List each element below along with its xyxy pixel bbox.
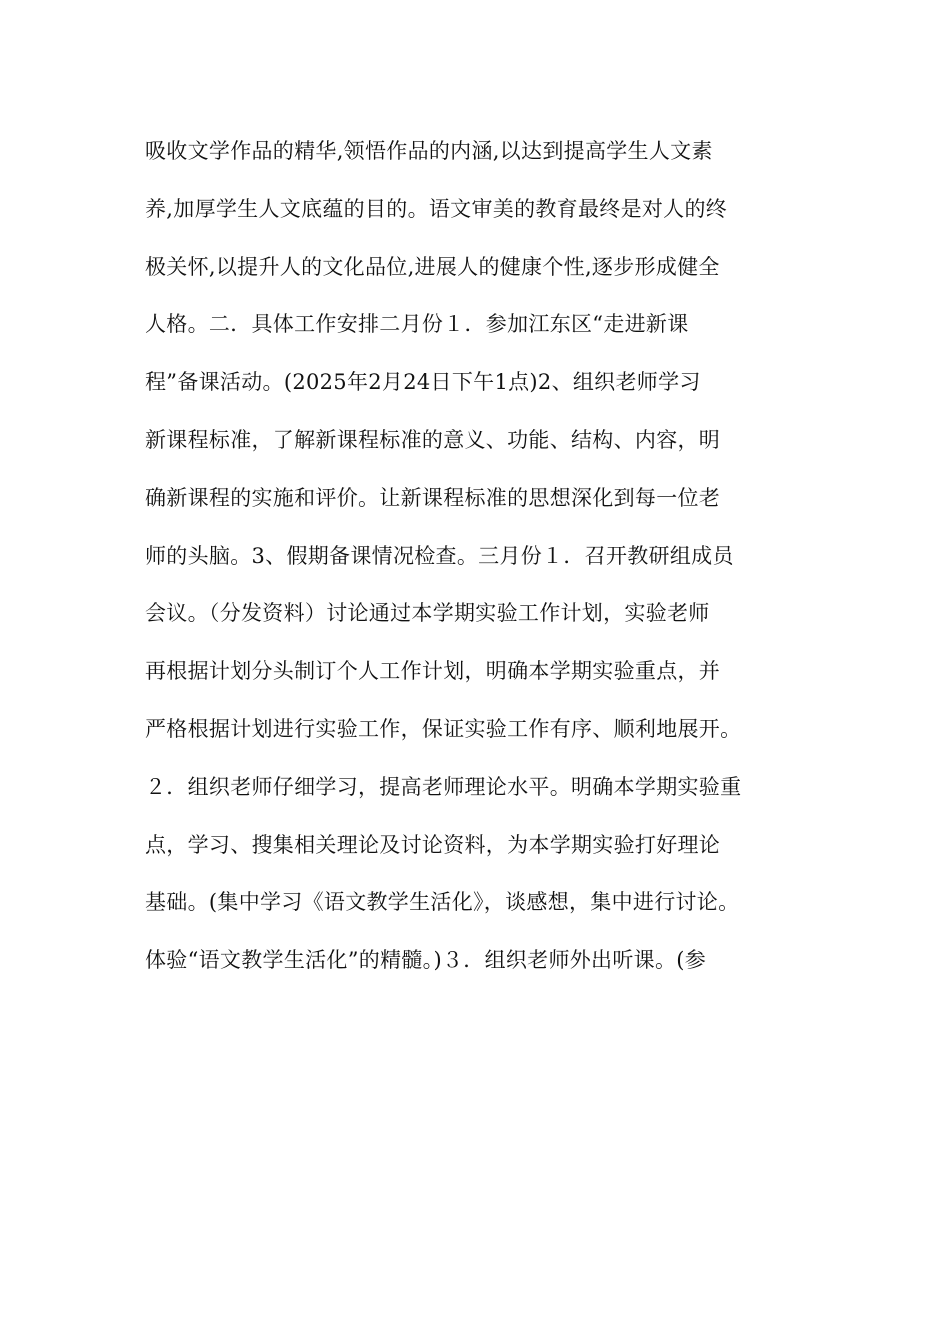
text-line-13: 点，学习、搜集相关理论及讨论资料，为本学期实验打好理论 — [145, 832, 721, 857]
text-line-9: 会议。（分发资料）讨论通过本学期实验工作计划，实验老师 — [145, 601, 710, 626]
text-line-2: 养,加厚学生人文底蕴的目的。语文审美的教育最终是对人的终 — [145, 196, 728, 221]
text-line-12: ２．组织老师仔细学习，提高老师理论水平。明确本学期实验重 — [145, 774, 742, 799]
text-line-3: 极关怀,以提升人的文化品位,进展人的健康个性,逐步形成健全 — [145, 254, 720, 279]
text-line-8: 师的头脑。3、假期备课情况检查。三月份１．召开教研组成员 — [145, 543, 734, 568]
text-line-5: 程”备课活动。(2025年2月24日下午1点)2、组织老师学习 — [145, 370, 701, 395]
text-line-1: 吸收文学作品的精华,领悟作品的内涵,以达到提高学生人文素 — [145, 139, 713, 163]
text-line-14: 基础。(集中学习《语文教学生活化》，谈感想，集中进行讨论。 — [145, 890, 740, 915]
text-line-10: 再根据计划分头制订个人工作计划，明确本学期实验重点，并 — [145, 659, 721, 684]
text-line-6: 新课程标准，了解新课程标准的意义、功能、结构、内容，明 — [145, 427, 721, 452]
text-line-7: 确新课程的实施和评价。让新课程标准的思想深化到每一位老 — [145, 485, 721, 510]
text-line-11: 严格根据计划进行实验工作，保证实验工作有序、顺利地展开。 — [145, 716, 742, 741]
text-line-15: 体验“语文教学生活化”的精髓。)３．组织老师外出听课。(参 — [145, 948, 707, 973]
document-body-text — [145, 131, 825, 998]
text-line-4: 人格。二．具体工作安排二月份１．参加江东区“走进新课 — [145, 312, 689, 337]
